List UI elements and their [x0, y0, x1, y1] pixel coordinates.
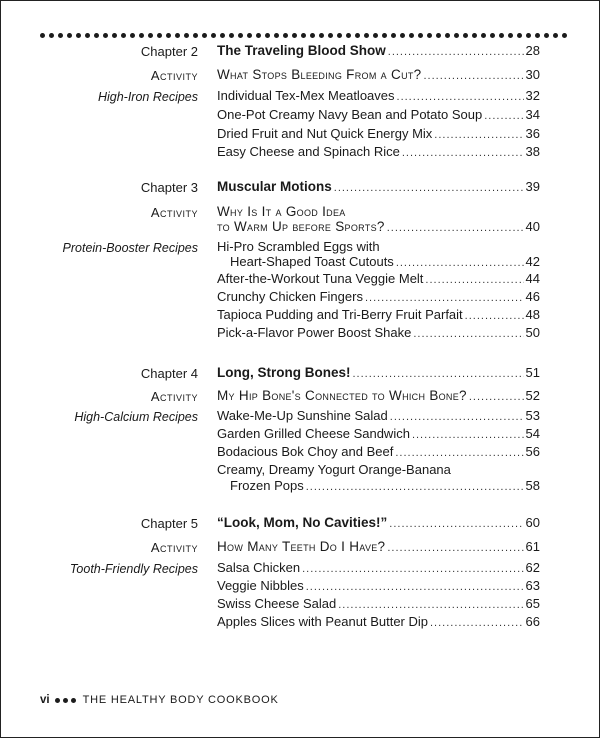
dot-ornament	[193, 33, 198, 38]
recipe-entry[interactable]	[217, 443, 540, 462]
dot-leader	[338, 596, 523, 614]
dot-leader	[388, 43, 524, 61]
recipe-entry[interactable]	[217, 270, 540, 289]
recipe-title: Individual Tex-Mex Meatloaves	[217, 88, 395, 103]
chapter-label: Chapter 4	[140, 366, 198, 381]
activity-entry[interactable]	[217, 387, 540, 406]
chapter-label: Chapter 3	[140, 180, 198, 195]
recipe-title: Salsa Chicken	[217, 560, 301, 575]
dot-ornament	[391, 33, 396, 38]
recipe-title-line1[interactable]: Hi-Pro Scrambled Eggs with	[217, 239, 380, 254]
dot-ornament	[490, 33, 495, 38]
dot-ornament	[463, 33, 468, 38]
dot-ornament	[364, 33, 369, 38]
dot-ornament	[40, 33, 45, 38]
dot-leader	[306, 478, 524, 496]
recipe-entry[interactable]	[217, 595, 540, 614]
dot-ornament	[337, 33, 342, 38]
dot-leader	[390, 408, 524, 426]
page-number: 63	[525, 578, 540, 593]
dot-leader	[387, 219, 524, 237]
page-number: 48	[525, 307, 540, 322]
dot-ornament	[310, 33, 315, 38]
chapter-title: Muscular Motions	[217, 179, 332, 194]
chapter-title-entry[interactable]	[217, 42, 540, 61]
dot-ornament	[499, 33, 504, 38]
recipe-title: Veggie Nibbles	[217, 578, 304, 593]
dot-ornament	[184, 33, 189, 38]
dot-ornament	[265, 33, 270, 38]
dot-ornament	[139, 33, 144, 38]
dot-ornament	[121, 33, 126, 38]
recipe-title: Dried Fruit and Nut Quick Energy Mix	[217, 126, 433, 141]
recipe-entry[interactable]	[217, 324, 540, 343]
dot-leader	[402, 144, 524, 162]
recipe-title-line1[interactable]: Creamy, Dreamy Yogurt Orange-Banana	[217, 462, 451, 477]
recipe-title: Bodacious Bok Choy and Beef	[217, 444, 394, 459]
activity-entry[interactable]	[217, 218, 540, 237]
dot-ornament	[544, 33, 549, 38]
dot-ornament	[148, 33, 153, 38]
footer-bullet-icon	[55, 698, 60, 703]
dot-ornament	[526, 33, 531, 38]
recipe-title: Wake-Me-Up Sunshine Salad	[217, 408, 388, 423]
activity-label: Activity	[150, 389, 198, 404]
page-number: 53	[525, 408, 540, 423]
recipe-title-line2: Frozen Pops	[230, 478, 304, 493]
dot-leader	[465, 307, 524, 325]
dot-leader	[302, 560, 523, 578]
dot-leader	[397, 88, 524, 106]
dot-ornament	[400, 33, 405, 38]
dot-ornament	[436, 33, 441, 38]
recipe-title: Swiss Cheese Salad	[217, 596, 337, 611]
dot-leader	[306, 578, 524, 596]
chapter-title-entry[interactable]	[217, 178, 540, 197]
chapter-label: Chapter 2	[140, 44, 198, 59]
recipe-title: After-the-Workout Tuna Veggie Melt	[217, 271, 424, 286]
dot-ornament	[157, 33, 162, 38]
recipe-entry[interactable]	[217, 425, 540, 444]
dot-leader	[395, 444, 523, 462]
dot-ornament	[319, 33, 324, 38]
page-number: 46	[525, 289, 540, 304]
recipe-entry[interactable]	[217, 143, 540, 162]
recipes-label: Protein-Booster Recipes	[62, 241, 198, 255]
dot-leader	[352, 365, 523, 383]
footer-page-number: vi	[40, 694, 50, 706]
page-number: 62	[525, 560, 540, 575]
recipe-title: One-Pot Creamy Navy Bean and Potato Soup	[217, 107, 483, 122]
activity-title: My Hip Bone's Connected to Which Bone?	[217, 388, 467, 403]
recipe-entry[interactable]	[217, 407, 540, 426]
chapter-title: “Look, Mom, No Cavities!”	[217, 515, 388, 530]
dot-ornament	[130, 33, 135, 38]
dot-ornament	[229, 33, 234, 38]
page-number: 39	[525, 179, 540, 194]
top-dotted-rule	[40, 33, 566, 39]
dot-leader	[424, 67, 524, 85]
dot-leader	[412, 426, 524, 444]
dot-ornament	[328, 33, 333, 38]
activity-title-line2: to Warm Up before Sports?	[217, 219, 385, 234]
page-number: 32	[525, 88, 540, 103]
recipe-title: Apples Slices with Peanut Butter Dip	[217, 614, 428, 629]
dot-ornament	[445, 33, 450, 38]
dot-ornament	[346, 33, 351, 38]
recipe-title: Easy Cheese and Spinach Rice	[217, 144, 400, 159]
dot-ornament	[292, 33, 297, 38]
page-number: 65	[525, 596, 540, 611]
dot-ornament	[508, 33, 513, 38]
activity-title: What Stops Bleeding From a Cut?	[217, 67, 422, 82]
dot-ornament	[283, 33, 288, 38]
footer-bullet-icon	[71, 698, 76, 703]
activity-label: Activity	[150, 540, 198, 555]
dot-ornament	[535, 33, 540, 38]
dot-leader	[469, 388, 524, 406]
dot-ornament	[373, 33, 378, 38]
page-number: 42	[525, 254, 540, 269]
recipe-entry[interactable]	[217, 306, 540, 325]
dot-ornament	[94, 33, 99, 38]
page-number: 61	[525, 539, 540, 554]
dot-ornament	[67, 33, 72, 38]
recipe-title: Crunchy Chicken Fingers	[217, 289, 363, 304]
dot-ornament	[382, 33, 387, 38]
recipes-label: High-Calcium Recipes	[74, 410, 198, 424]
page-number: 60	[525, 515, 540, 530]
dot-leader	[484, 107, 523, 125]
page-number: 38	[525, 144, 540, 159]
activity-label: Activity	[150, 68, 198, 83]
recipe-entry[interactable]	[217, 87, 540, 106]
page-number: 36	[525, 126, 540, 141]
recipe-title: Garden Grilled Cheese Sandwich	[217, 426, 410, 441]
page-number: 56	[525, 444, 540, 459]
page-number: 28	[525, 43, 540, 58]
page-number: 58	[525, 478, 540, 493]
footer-bullet-icon	[63, 698, 68, 703]
dot-ornament	[58, 33, 63, 38]
dot-ornament	[166, 33, 171, 38]
dot-ornament	[472, 33, 477, 38]
page-number: 44	[525, 271, 540, 286]
dot-leader	[387, 539, 523, 557]
activity-title-line1[interactable]: Why Is It a Good Idea	[217, 204, 346, 219]
recipe-entry[interactable]	[217, 559, 540, 578]
dot-ornament	[517, 33, 522, 38]
recipe-title: Tapioca Pudding and Tri-Berry Fruit Parfait	[217, 307, 463, 322]
page-number: 54	[525, 426, 540, 441]
dot-ornament	[202, 33, 207, 38]
page-number: 30	[525, 67, 540, 82]
chapter-title: The Traveling Blood Show	[217, 43, 386, 58]
dot-ornament	[238, 33, 243, 38]
dot-ornament	[301, 33, 306, 38]
page-number: 52	[525, 388, 540, 403]
page-number: 34	[525, 107, 540, 122]
recipe-entry[interactable]	[217, 106, 540, 125]
dot-ornament	[409, 33, 414, 38]
recipes-label: High-Iron Recipes	[97, 90, 198, 104]
page-number: 51	[525, 365, 540, 380]
recipe-entry[interactable]	[217, 477, 540, 496]
activity-title: How Many Teeth Do I Have?	[217, 539, 386, 554]
recipe-entry[interactable]	[217, 125, 540, 144]
dot-leader	[334, 179, 524, 197]
recipe-entry[interactable]	[217, 613, 540, 632]
dot-leader	[434, 126, 523, 144]
dot-ornament	[427, 33, 432, 38]
dot-ornament	[76, 33, 81, 38]
page-number: 66	[525, 614, 540, 629]
dot-leader	[425, 271, 523, 289]
dot-leader	[365, 289, 524, 307]
dot-leader	[413, 325, 523, 343]
page-number: 50	[525, 325, 540, 340]
recipe-title: Pick-a-Flavor Power Boost Shake	[217, 325, 412, 340]
dot-ornament	[355, 33, 360, 38]
dot-ornament	[274, 33, 279, 38]
chapter-label: Chapter 5	[140, 516, 198, 531]
dot-leader	[389, 515, 523, 533]
chapter-title-entry[interactable]	[217, 364, 540, 383]
dot-ornament	[220, 33, 225, 38]
dot-ornament	[256, 33, 261, 38]
activity-entry[interactable]	[217, 66, 540, 85]
dot-ornament	[85, 33, 90, 38]
page-number: 40	[525, 219, 540, 234]
chapter-title: Long, Strong Bones!	[217, 365, 351, 380]
footer-book-title: THE HEALTHY BODY COOKBOOK	[82, 694, 279, 706]
dot-leader	[430, 614, 524, 632]
recipe-entry[interactable]	[217, 288, 540, 307]
dot-ornament	[211, 33, 216, 38]
recipe-title-line2: Heart-Shaped Toast Cutouts	[230, 254, 394, 269]
dot-ornament	[418, 33, 423, 38]
page-footer	[40, 694, 279, 706]
dot-ornament	[112, 33, 117, 38]
dot-ornament	[175, 33, 180, 38]
dot-ornament	[481, 33, 486, 38]
dot-ornament	[103, 33, 108, 38]
dot-ornament	[49, 33, 54, 38]
dot-ornament	[553, 33, 558, 38]
dot-ornament	[454, 33, 459, 38]
dot-ornament	[562, 33, 567, 38]
dot-ornament	[247, 33, 252, 38]
activity-entry[interactable]	[217, 538, 540, 557]
recipe-entry[interactable]	[217, 577, 540, 596]
activity-label: Activity	[150, 205, 198, 220]
chapter-title-entry[interactable]	[217, 514, 540, 533]
recipes-label: Tooth-Friendly Recipes	[69, 562, 198, 576]
